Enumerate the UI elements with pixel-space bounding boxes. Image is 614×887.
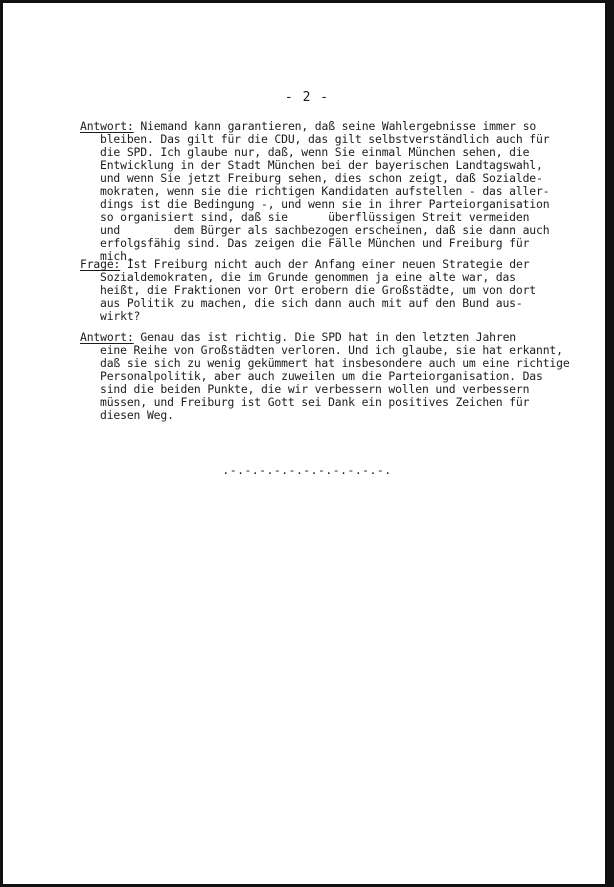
text-line: mich. (100, 249, 134, 263)
text-line: Entwicklung in der Stadt München bei der bayerischen Landtagswahl, (100, 158, 543, 172)
speaker-label: Frage: (80, 257, 121, 271)
text-line: Personalpolitik, aber auch zuweilen um die Parteiorganisation. Das (100, 369, 543, 383)
text-line: diesen Weg. (100, 408, 174, 422)
text-line: mokraten, wenn sie die richtigen Kandidaten aufstellen - das aller- (100, 184, 550, 198)
speaker-label: Antwort: (80, 119, 134, 133)
question-paragraph (80, 258, 580, 323)
text-line: die SPD. Ich glaube nur, daß, wenn Sie einmal München sehen, die (100, 145, 530, 159)
text-line: müssen, und Freiburg ist Gott sei Dank ein positives Zeichen für (100, 395, 530, 409)
text-line: bleiben. Das gilt für die CDU, das gilt selbstverständlich auch für (100, 132, 550, 146)
text-line: erfolgsfähig sind. Das zeigen die Fälle München und Freiburg für (100, 236, 530, 250)
text-line: daß sie sich zu wenig gekümmert hat insbesondere auch um eine richtige (100, 356, 570, 370)
answer-paragraph-2 (80, 331, 580, 422)
speaker-label: Antwort: (80, 330, 134, 344)
first-line-text: Ist Freiburg nicht auch der Anfang einer neuen Strategie der (120, 257, 530, 271)
text-line: wirkt? (100, 309, 141, 323)
text-line: eine Reihe von Großstädten verloren. Und ich glaube, sie hat erkannt, (100, 343, 563, 357)
text-line: dings ist die Bedingung -, und wenn sie in ihrer Parteiorganisation (100, 197, 550, 211)
answer-paragraph-1 (80, 120, 580, 263)
text-line: heißt, die Fraktionen vor Ort erobern die Großstädte, um von dort (100, 283, 537, 297)
page-number: - 2 - (284, 90, 330, 105)
text-line: und wenn Sie jetzt Freiburg sehen, dies schon zeigt, daß Sozialde- (100, 171, 543, 185)
first-line-text: Niemand kann garantieren, daß seine Wahlergebnisse immer so (133, 119, 537, 133)
text-line: so organisiert sind, daß sie überflüssigen Streit vermeiden (100, 210, 530, 224)
first-line-text: Genau das ist richtig. Die SPD hat in den letzten Jahren (133, 330, 517, 344)
text-line: Sozialdemokraten, die im Grunde genommen ja eine alte war, das (100, 270, 516, 284)
end-separator: .-.-.-.-.-.-.-.-.-.-.-. (222, 463, 392, 477)
text-line: und dem Bürger als sachbezogen erscheinen, daß sie dann auch (100, 223, 550, 237)
text-line: sind die beiden Punkte, die wir verbessern wollen und verbessern (100, 382, 530, 396)
text-line: aus Politik zu machen, die sich dann auch mit auf den Bund aus- (100, 296, 523, 310)
